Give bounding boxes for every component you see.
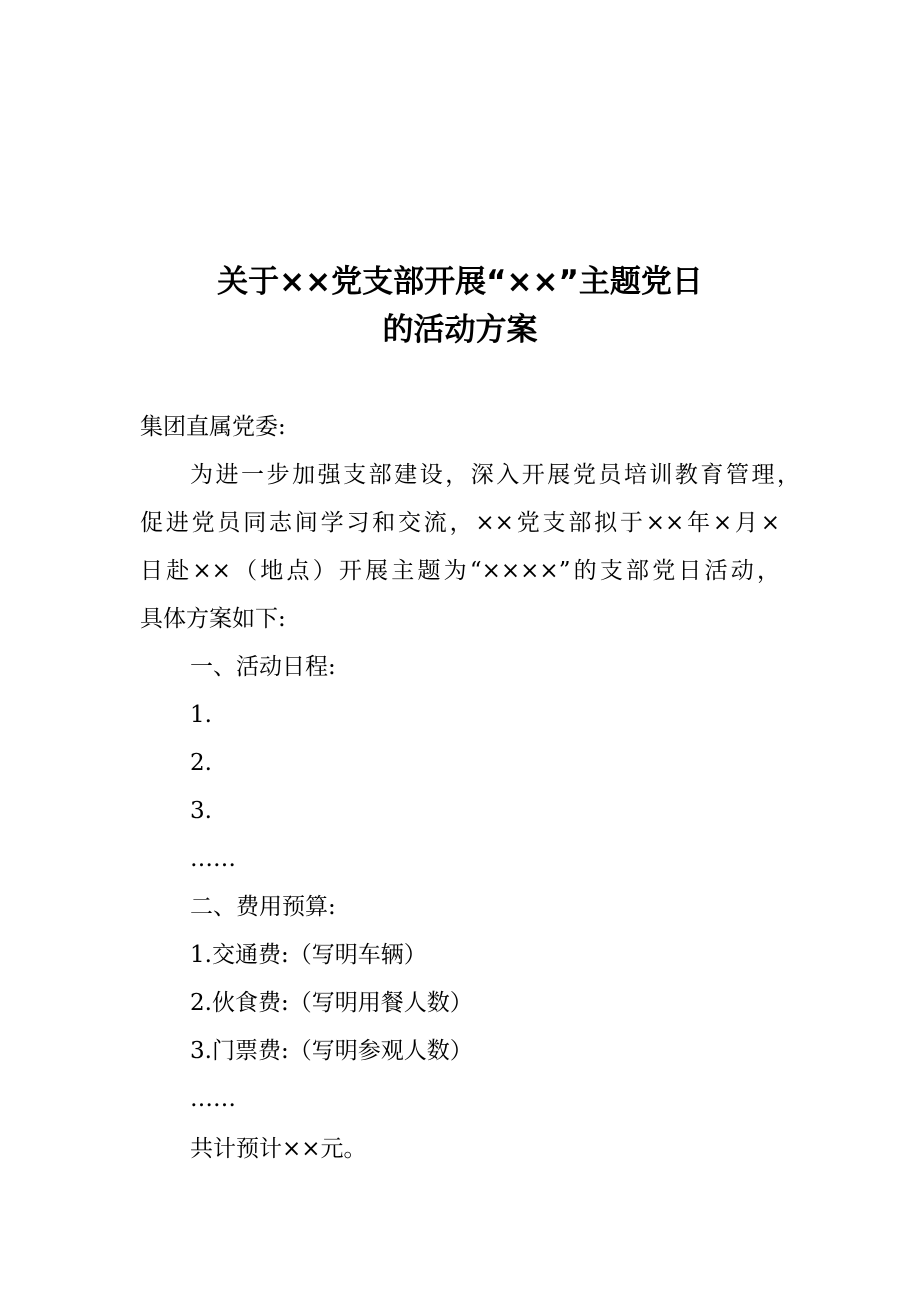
document-title-line-1: 关于××党支部开展“××”主题党日 <box>217 264 703 300</box>
schedule-item-3: 3. <box>190 798 212 824</box>
body-line-4: 具体方案如下: <box>140 606 286 632</box>
schedule-ellipsis: …… <box>190 846 236 872</box>
budget-item-transport: 1.交通费:（写明车辆） <box>190 942 427 968</box>
section-1-heading: 一、活动日程: <box>190 654 336 680</box>
budget-total: 共计预计××元。 <box>190 1136 367 1162</box>
section-2-heading: 二、费用预算: <box>190 894 336 920</box>
budget-ellipsis: …… <box>190 1086 236 1112</box>
body-line-1: 为进一步加强支部建设，深入开展党员培训教育管理， <box>190 462 800 488</box>
budget-item-tickets: 3.门票费:（写明参观人数） <box>190 1038 473 1064</box>
schedule-item-1: 1. <box>190 702 212 728</box>
document-title-line-2: 的活动方案 <box>382 312 538 348</box>
salutation: 集团直属党委: <box>140 414 286 440</box>
schedule-item-2: 2. <box>190 750 212 776</box>
body-line-3: 日赴××（地点）开展主题为“××××”的支部党日活动， <box>140 558 780 584</box>
body-line-2: 促进党员同志间学习和交流，××党支部拟于××年×月× <box>140 510 780 536</box>
budget-item-meals: 2.伙食费:（写明用餐人数） <box>190 990 473 1016</box>
